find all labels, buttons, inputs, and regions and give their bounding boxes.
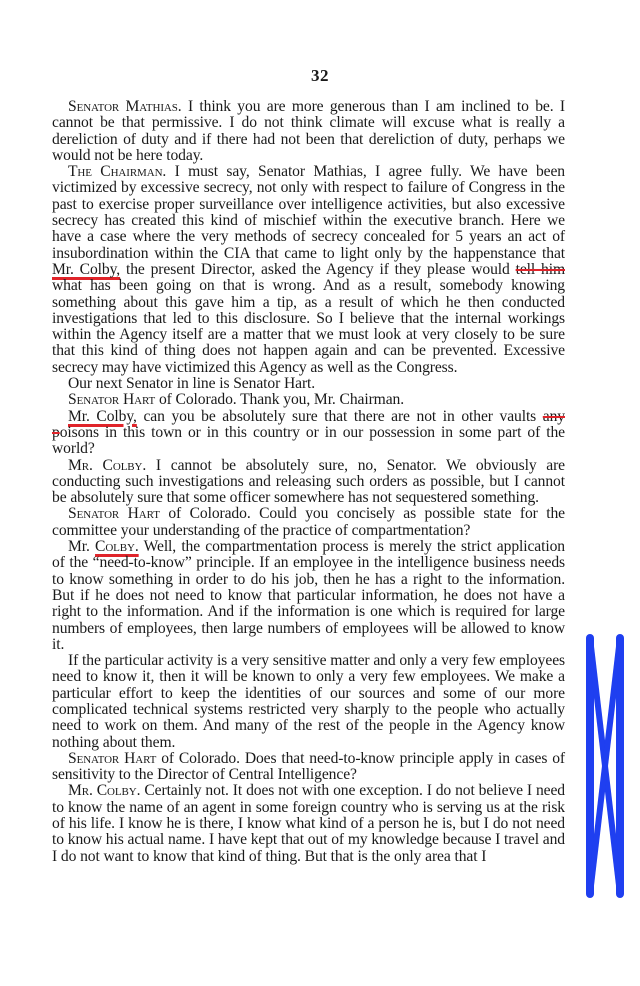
paragraph-text: of Colorado. Could you concisely as possible state for the committee your understanding of the practice of compartmentation? xyxy=(52,505,565,539)
paragraph-text: Our next Senator in line is Senator Hart. xyxy=(68,375,316,393)
paragraph-text: what has been going on that is wrong. And as a result, somebody knowing something about this gave him a tip, as a result of which he then conducted investigations that led to this disclosure. So I believe that the internal workings within the Agency itself are a matter that we must look at very closely to be sure that this kind of thing does not happen again and can be prevented. Excessive secrecy may have victimized this Agency as well as the Congress. xyxy=(52,277,565,376)
struck-text: tell him xyxy=(515,260,565,278)
speaker-name: Senator Hart xyxy=(68,749,157,767)
underlined-name: Colby. xyxy=(95,538,139,556)
margin-x-mark xyxy=(584,634,626,898)
underlined-name: Mr. Colby, xyxy=(68,407,137,425)
paragraph-text: Well, the compartmentation process is merely the strict application of the “need-to-know” principle. If an employee in the intelligence business needs to know something in order to do his job, then he has a right to the information. But if he does not need to know that particular information, he does not have a right to the information. And if the information is one which is required for large numbers of employees, then large numbers of employees will be allowed to know it. xyxy=(52,538,565,653)
paragraph xyxy=(52,409,565,458)
transcript-body xyxy=(52,99,565,865)
speaker-name: Mr. Colby. xyxy=(68,456,147,474)
paragraph xyxy=(52,458,565,507)
paragraph xyxy=(52,653,565,751)
paragraph xyxy=(52,99,565,164)
page-number: 32 xyxy=(311,66,329,85)
paragraph-text: I cannot be absolutely sure, no, Senator. We obviously are conducting such investigations and releasing such orders as possible, but I cannot be absolutely sure that some officer somewhere has not sequestered something. xyxy=(52,456,565,507)
speaker-name: The Chairman. xyxy=(68,163,167,181)
paragraph xyxy=(52,783,565,864)
speaker-prefix: Mr. xyxy=(68,538,96,556)
paragraph xyxy=(52,539,565,653)
speaker-name: Senator Hart xyxy=(68,505,160,523)
underlined-name: Mr. Colby, xyxy=(52,260,121,278)
struck-text: any p xyxy=(52,407,565,441)
speaker-name: Senator Mathias. xyxy=(68,98,182,115)
paragraph xyxy=(52,506,565,539)
paragraph-text: If the particular activity is a very sensitive matter and only a very few employees need to know it, then it will be known to only a very few employees. We make a particular effort to keep the identities of our sources and some of our more complicated technical systems restricted very sharply to the people who actually need to work on them. And many of the rest of the people in the Agency know nothing about them. xyxy=(52,652,565,751)
paragraph-text: of Colorado. Does that need-to-know principle apply in cases of sensitivity to the Director of Central Intelligence? xyxy=(52,749,565,784)
paragraph-text: of Colorado. Thank you, Mr. Chairman. xyxy=(155,391,405,409)
paragraph-text: the present Director, asked the Agency if they please would xyxy=(120,260,516,278)
paragraph-text: I think you are more generous than I am inclined to be. I cannot be that permissive. I do not think climate will excuse what is really a dereliction of duty and if there had not been that dereliction of duty, perhaps we would not be here today. xyxy=(52,98,565,164)
paragraph-text: can you be absolutely sure that there are not in other vaults xyxy=(136,407,543,425)
paragraph-text: I must say, Senator Mathias, I agree fully. We have been victimized by excessive secrecy, not only with respect to failure of Congress in the past to exercise proper surveillance over intelligence activities, but also excessive secrecy has created this kind of mischief within the executive branch. Here we have a case where the very methods of secrecy concealed for 5 years an act of insubordination within the CIA that came to light only by the happenstance that xyxy=(52,163,565,262)
paragraph-text: Certainly not. It does not with one exception. I do not believe I need to know the name of an agent in some foreign country who is serving us at the risk of his life. I know he is there, I know what kind of a person he is, but I do not need to know his actual name. I have kept that out of my knowledge because I travel and I do not want to know that kind of thing. But that is the only area that I xyxy=(52,782,566,865)
paragraph xyxy=(52,376,565,392)
speaker-name: Mr. Colby. xyxy=(68,782,141,800)
paragraph xyxy=(52,392,565,408)
paragraph xyxy=(52,164,565,376)
paragraph-text: oisons in this town or in this country or in our possession in some part of the world? xyxy=(52,423,565,458)
speaker-name: Senator Hart xyxy=(68,391,156,409)
paragraph xyxy=(52,751,565,784)
